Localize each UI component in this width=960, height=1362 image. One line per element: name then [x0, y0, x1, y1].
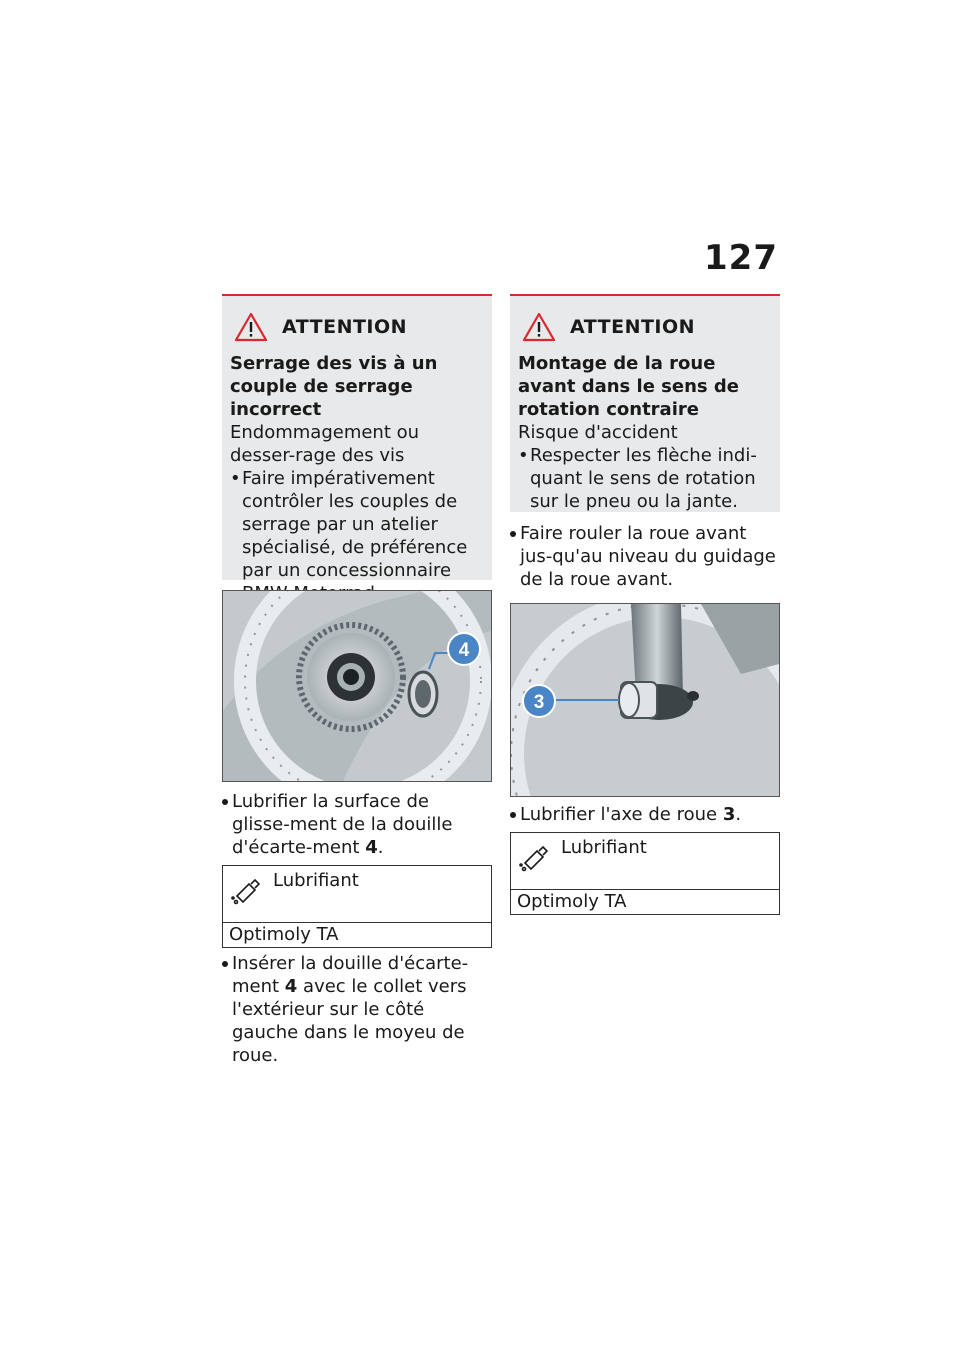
step-insert-sleeve [222, 952, 492, 1067]
lubricant-label: Lubrifiant [561, 837, 647, 858]
lubricant-value: Optimoly TA [229, 924, 339, 945]
wheel-hub-photo [222, 590, 492, 782]
warning-box [510, 294, 780, 512]
step-text: Lubrifier l'axe de roue [520, 804, 723, 825]
warning-triangle-icon [234, 312, 268, 342]
callout-4-label: 4 [458, 640, 470, 661]
warning-subject: Serrage des vis à un couple de serrage incorrect [230, 353, 438, 420]
warning-consequence: Endommagement ou desser-rage des vis [230, 422, 420, 466]
wheel-hub-illustration [223, 591, 491, 781]
warning-subject: Montage de la roue avant dans le sens de rotation contraire [518, 353, 739, 420]
warning-triangle-icon [522, 312, 556, 342]
step-roll-wheel [510, 522, 780, 591]
lubricant-tube-icon [231, 878, 265, 906]
callout-3-label: 3 [533, 692, 545, 713]
warning-instruction: • Respecter les flèche indi-quant le sens de rotation sur le pneu ou la jante. [518, 444, 772, 513]
warning-title: ATTENTION [282, 315, 408, 338]
step-lubricate-sleeve [222, 790, 492, 859]
warning-box [222, 294, 492, 580]
warning-consequence: Risque d'accident [518, 422, 678, 443]
warning-title: ATTENTION [570, 315, 696, 338]
warning-header [230, 312, 484, 342]
warning-header [518, 312, 772, 342]
step-lubricate-axle [510, 803, 780, 826]
step-text: Insérer la douille d'écarte-ment [232, 953, 469, 997]
part-ref: 3 [722, 804, 736, 825]
lubricant-value: Optimoly TA [517, 891, 627, 912]
lubricant-box [222, 865, 492, 948]
lubricant-header [223, 866, 491, 923]
step-end: . [377, 837, 384, 858]
warning-instruction: • Faire impérativement contrôler les couples de serrage par un atelier spécialisé, de préférence par un concessionnaire [230, 467, 484, 605]
lubricant-box [510, 832, 780, 915]
front-axle-illustration [511, 604, 779, 796]
part-ref: 4 [284, 976, 298, 997]
step-end: . [735, 804, 742, 825]
left-column [222, 294, 492, 1073]
lubricant-tube-icon [519, 845, 553, 873]
lubricant-label: Lubrifiant [273, 870, 359, 891]
step-text: Lubrifier la surface de glisse-ment de la douille d'écarte-ment [232, 791, 453, 858]
part-ref: 4 [365, 837, 378, 858]
step-text-continued: avec le collet vers l'extérieur sur le côté gauche dans le moyeu de roue. [232, 976, 467, 1066]
front-axle-photo [510, 603, 780, 797]
right-column [510, 294, 780, 915]
step-text: Faire rouler la roue avant jus-qu'au niveau du guidage de la roue avant. [520, 523, 776, 590]
page-number: 127 [704, 238, 778, 278]
lubricant-header [511, 833, 779, 890]
